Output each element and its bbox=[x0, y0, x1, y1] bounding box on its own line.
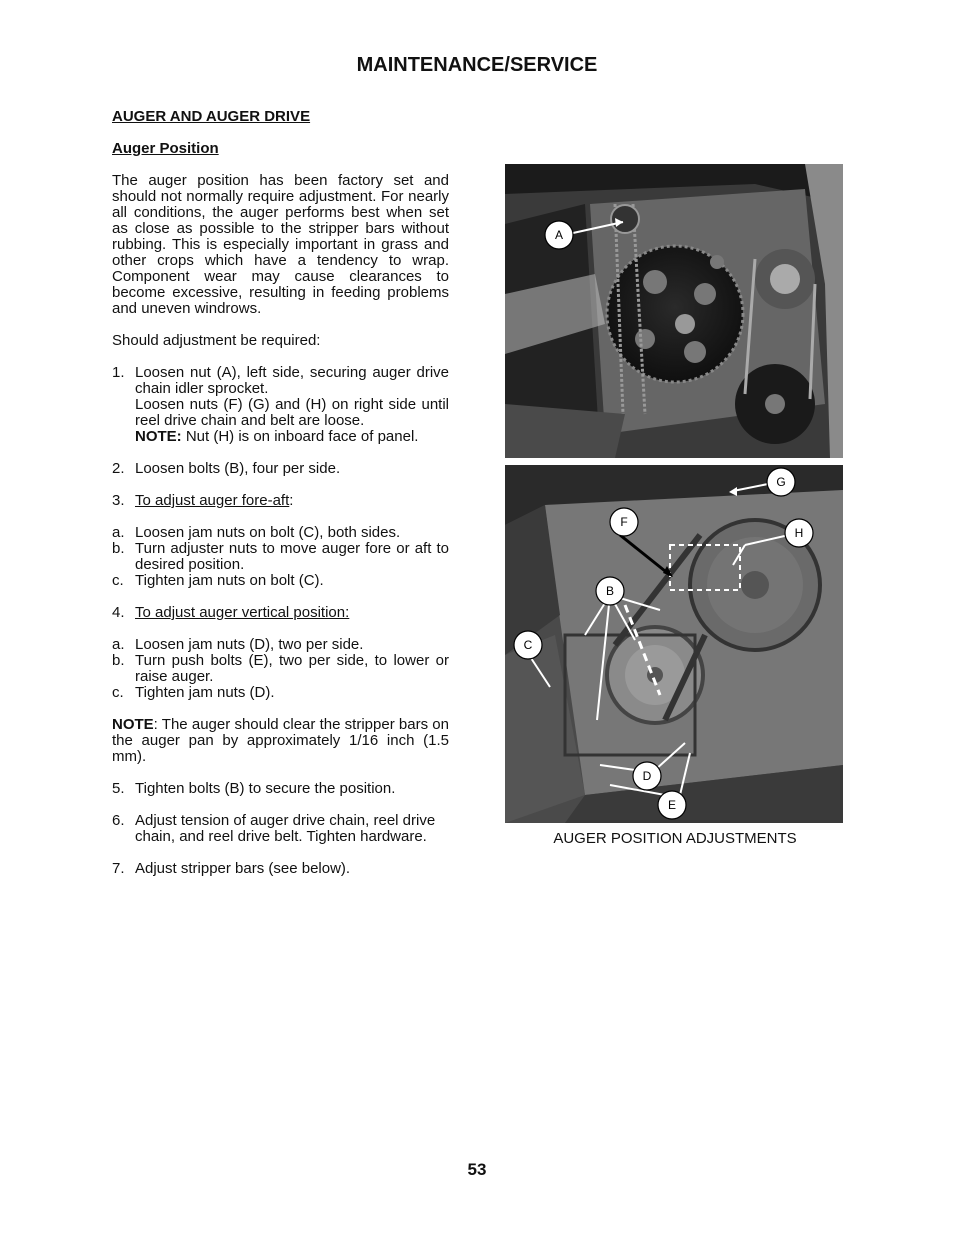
instructions-column bbox=[112, 173, 449, 877]
callout-h bbox=[785, 519, 813, 547]
callout-c bbox=[514, 631, 542, 659]
step-3c: c. Tighten jam nuts on bolt (C). bbox=[112, 572, 324, 589]
note-clearance: NOTE: The auger should clear the stripper bars on the auger pan by approximately 1/16 inch (1.5 mm). bbox=[112, 716, 449, 765]
step-3b: b. Turn adjuster nuts to move auger fore or aft to desired position. bbox=[112, 540, 449, 573]
subsection-title: Auger Position bbox=[112, 140, 219, 157]
step-1-note: NOTE: Nut (H) is on inboard face of panel. bbox=[135, 428, 419, 445]
step-4c: c. Tighten jam nuts (D). bbox=[112, 684, 275, 701]
svg-text:F: F bbox=[620, 515, 628, 529]
svg-text:D: D bbox=[642, 769, 652, 783]
intro-paragraph: The auger position has been factory set and should not normally require adjustment. For nearly all conditions, the auger performs best when set as close as possible to the stripper bars without rubbing. This is especially important in grass and other crops which have a tendency to wrap. Component wear may cause clearances to become excessive, resulting in feeding problems and uneven windrows. bbox=[112, 172, 449, 317]
step-1-text-2: Loosen nuts (F) (G) and (H) on right side until reel drive chain and belt are loose. bbox=[135, 396, 449, 429]
step-3a: a. Loosen jam nuts on bolt (C), both sides. bbox=[112, 524, 401, 541]
lead-in: Should adjustment be required: bbox=[112, 332, 321, 349]
svg-text:B: B bbox=[605, 584, 615, 598]
step-4b: b. Turn push bolts (E), two per side, to lower or raise auger. bbox=[112, 652, 449, 685]
callout-a bbox=[545, 221, 573, 249]
figure-caption: AUGER POSITION ADJUSTMENTS bbox=[553, 830, 797, 847]
section-title: AUGER AND AUGER DRIVE bbox=[112, 108, 311, 125]
step-7: 7. Adjust stripper bars (see below). bbox=[112, 860, 351, 877]
step-4: 4. To adjust auger vertical position: bbox=[112, 604, 350, 621]
auger-drive-photo bbox=[505, 164, 843, 458]
callout-b bbox=[596, 577, 624, 605]
step-1: 1. Loosen nut (A), left side, securing auger drive chain idler sprocket. Loosen nuts (F) (G) and (H) on right side until reel drive chain and belt are loose. NOTE: Nut (H) is on inboard face of panel. bbox=[112, 364, 449, 445]
auger-adjustments-photo bbox=[505, 465, 843, 823]
svg-text:G: G bbox=[776, 475, 786, 489]
step-6: 6. Adjust tension of auger drive chain, reel drive chain, and reel drive belt. Tighten hardware. bbox=[112, 812, 436, 845]
auger-adjustments-illustration bbox=[505, 465, 843, 823]
page-number: 53 bbox=[467, 1160, 487, 1179]
step-2: 2. Loosen bolts (B), four per side. bbox=[112, 460, 341, 477]
page-header: MAINTENANCE/SERVICE bbox=[356, 54, 598, 76]
callout-d bbox=[633, 762, 661, 790]
auger-drive-illustration bbox=[505, 164, 843, 458]
svg-text:H: H bbox=[794, 526, 804, 540]
callout-g bbox=[767, 468, 795, 496]
step-4a: a. Loosen jam nuts (D), two per side. bbox=[112, 636, 364, 653]
step-5: 5. Tighten bolts (B) to secure the position. bbox=[112, 780, 396, 797]
step-1-text-1: Loosen nut (A), left side, securing auger drive chain idler sprocket. bbox=[135, 364, 449, 397]
svg-text:C: C bbox=[523, 638, 533, 652]
svg-text:A: A bbox=[554, 228, 564, 242]
callout-e bbox=[658, 791, 686, 819]
svg-text:E: E bbox=[667, 798, 677, 812]
callout-f bbox=[610, 508, 638, 536]
step-3: 3. To adjust auger fore-aft: bbox=[112, 492, 294, 509]
